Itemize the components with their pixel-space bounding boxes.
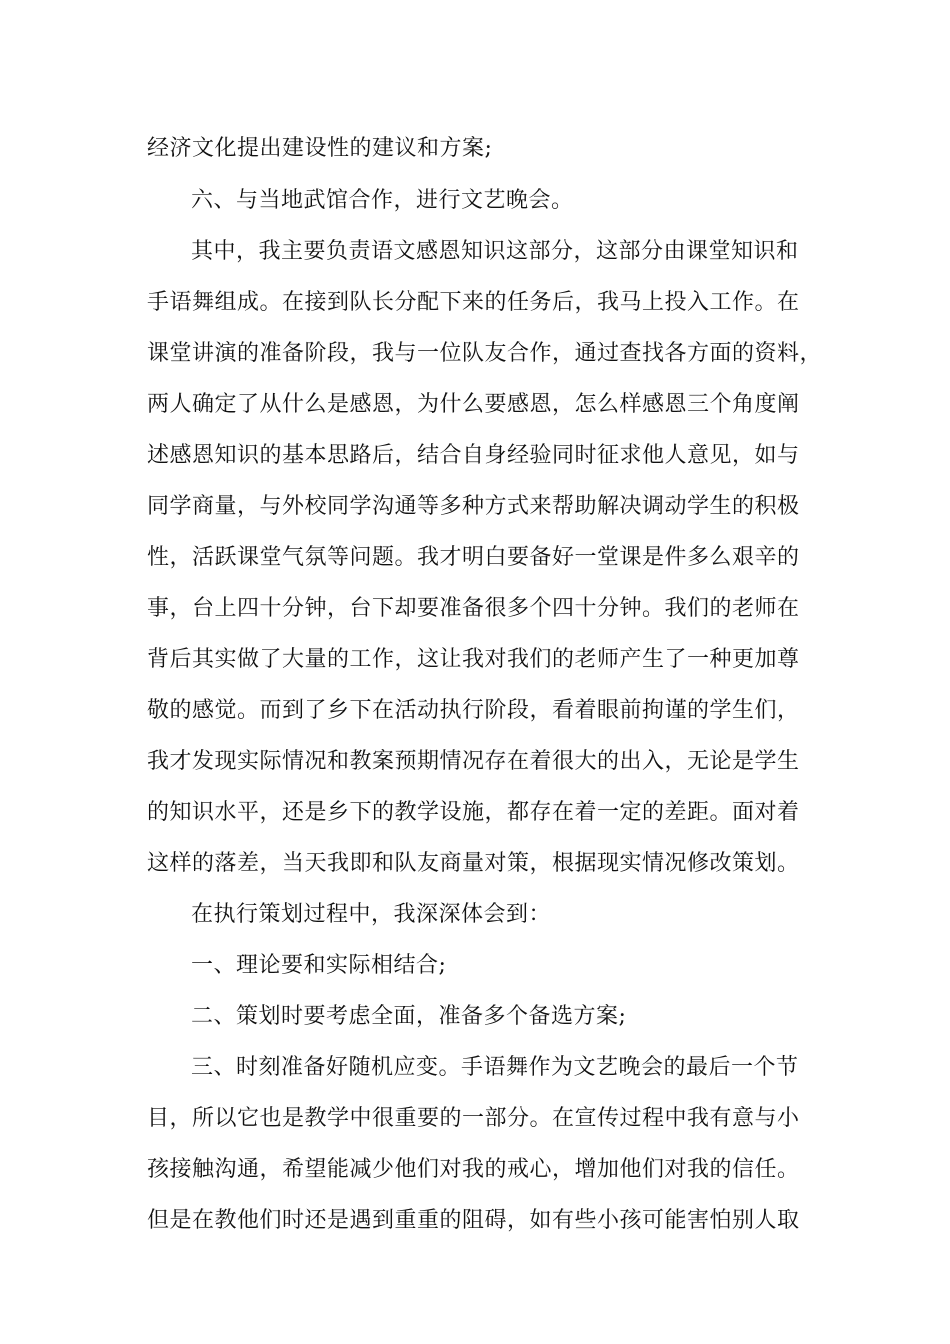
text-line: 敬的感觉。而到了乡下在活动执行阶段，看着眼前拘谨的学生们， xyxy=(147,698,800,723)
text-line: 我才发现实际情况和教案预期情况存在着很大的出入，无论是学生 xyxy=(147,749,800,774)
text-line: 同学商量，与外校同学沟通等多种方式来帮助解决调动学生的积极 xyxy=(147,494,800,519)
text-line: 但是在教他们时还是遇到重重的阻碍，如有些小孩可能害怕别人取 xyxy=(147,1208,800,1233)
text-line: 六、与当地武馆合作，进行文艺晚会。 xyxy=(191,188,574,213)
text-line: 性，活跃课堂气氛等问题。我才明白要备好一堂课是件多么艰辛的 xyxy=(147,545,800,570)
text-line: 的知识水平，还是乡下的教学设施，都存在着一定的差距。面对着 xyxy=(147,800,800,825)
text-line: 其中，我主要负责语文感恩知识这部分，这部分由课堂知识和 xyxy=(191,239,799,264)
text-line: 这样的落差，当天我即和队友商量对策，根据现实情况修改策划。 xyxy=(147,851,800,876)
text-line: 事，台上四十分钟，台下却要准备很多个四十分钟。我们的老师在 xyxy=(147,596,800,621)
text-line: 两人确定了从什么是感恩，为什么要感恩，怎么样感恩三个角度阐 xyxy=(147,392,800,417)
text-line: 述感恩知识的基本思路后，结合自身经验同时征求他人意见，如与 xyxy=(147,443,800,468)
text-line: 课堂讲演的准备阶段，我与一位队友合作，通过查找各方面的资料， xyxy=(147,341,823,366)
text-line: 三、时刻准备好随机应变。手语舞作为文艺晚会的最后一个节 xyxy=(191,1055,799,1080)
text-line: 背后其实做了大量的工作，这让我对我们的老师产生了一种更加尊 xyxy=(147,647,800,672)
text-line: 手语舞组成。在接到队长分配下来的任务后，我马上投入工作。在 xyxy=(147,290,800,315)
text-line: 孩接触沟通，希望能减少他们对我的戒心，增加他们对我的信任。 xyxy=(147,1157,800,1182)
text-line: 经济文化提出建设性的建议和方案; xyxy=(147,136,493,161)
text-line: 目，所以它也是教学中很重要的一部分。在宣传过程中我有意与小 xyxy=(147,1106,800,1131)
text-line: 二、策划时要考虑全面，准备多个备选方案; xyxy=(191,1004,627,1029)
text-line: 一、理论要和实际相结合; xyxy=(191,953,447,978)
text-line: 在执行策划过程中，我深深体会到： xyxy=(191,902,552,927)
